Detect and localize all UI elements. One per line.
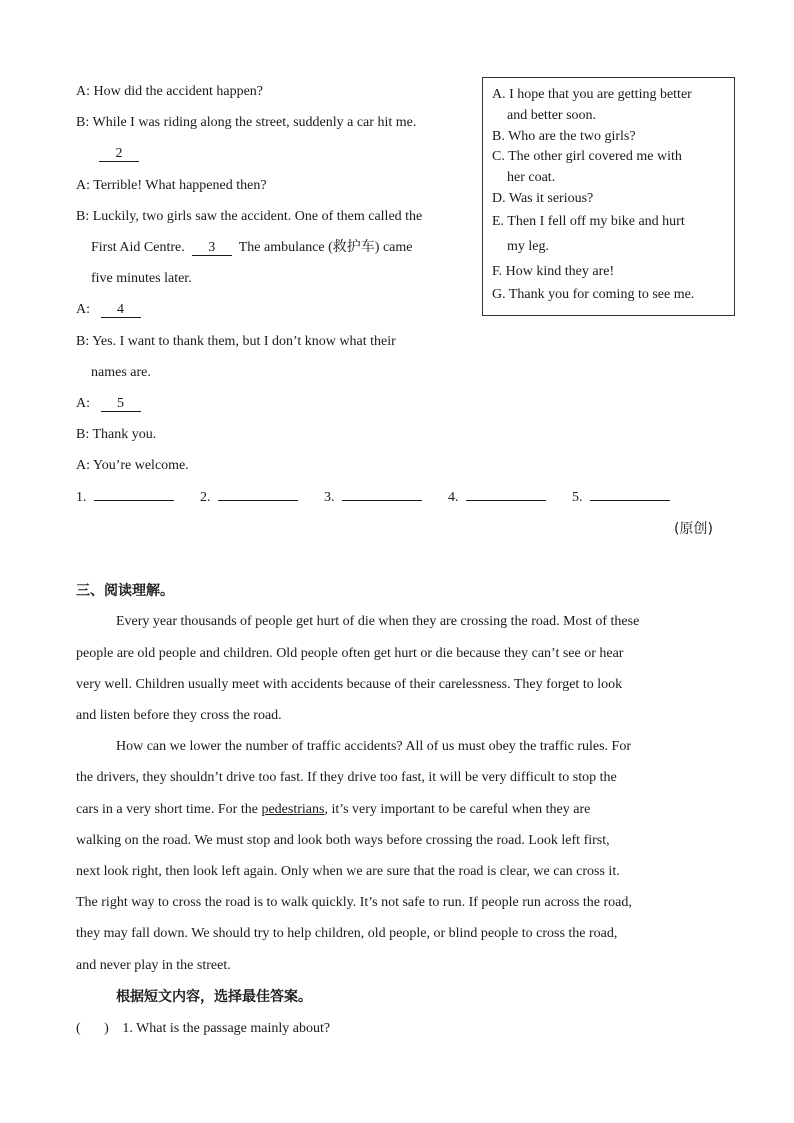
dialogue-line-5: B: Luckily, two girls saw the accident. One of them called the xyxy=(76,209,423,224)
dialogue-line-4: A: Terrible! What happened then? xyxy=(76,178,267,193)
paragraph-1-line-2: people are old people and children. Old people often get hurt or die because they can’t see or hear xyxy=(76,646,624,661)
answer-5-label: 5. xyxy=(572,490,583,505)
dialogue-line-6 xyxy=(91,240,413,256)
dialogue-line-9: B: Yes. I want to thank them, but I don’t know what their xyxy=(76,334,396,349)
paragraph-2-line-1: How can we lower the number of traffic accidents? All of us must obey the traffic rules. For xyxy=(116,739,631,754)
options-box xyxy=(482,77,735,316)
paragraph-2-line-3 xyxy=(76,802,718,818)
instruction: 根据短文内容，选择最佳答案。 xyxy=(116,989,312,1005)
answer-3-blank[interactable] xyxy=(342,500,422,501)
paragraph-2-line-5: next look right, then look left again. Only when we are sure that the road is clear, we can cross it. xyxy=(76,864,620,879)
option-c-line-1: C. The other girl covered me with xyxy=(492,149,682,164)
paragraph-1-line-3: very well. Children usually meet with accidents because of their carelessness. They forget to look xyxy=(76,677,623,692)
answer-4-label: 4. xyxy=(448,490,459,505)
paragraph-2-line-3-end: , it’s very important to be careful when they are xyxy=(324,802,591,817)
paragraph-1-line-4: and listen before they cross the road. xyxy=(76,708,282,723)
paragraph-2-line-3-start: cars in a very short time. For the xyxy=(76,802,258,817)
answer-1-label: 1. xyxy=(76,490,87,505)
option-a-line-1: A. I hope that you are getting better xyxy=(492,87,692,102)
dialogue-line-8 xyxy=(76,302,141,318)
dialogue-line-1: A: How did the accident happen? xyxy=(76,84,263,99)
dialogue-line-12: B: Thank you. xyxy=(76,427,157,442)
paragraph-1-line-1: Every year thousands of people get hurt of die when they are crossing the road. Most of these xyxy=(116,614,640,629)
answer-2 xyxy=(200,490,298,506)
dialogue-line-11 xyxy=(76,396,141,412)
answer-paren[interactable]: ( ) xyxy=(76,1021,119,1036)
option-f: F. How kind they are! xyxy=(492,264,615,279)
answer-3-label: 3. xyxy=(324,490,335,505)
paragraph-2-line-7: they may fall down. We should try to help children, old people, or blind people to cross the road, xyxy=(76,926,618,941)
paragraph-2-line-6: The right way to cross the road is to walk quickly. It’s not safe to run. If people run across the road, xyxy=(76,895,632,910)
option-b: B. Who are the two girls? xyxy=(492,129,636,144)
dialogue-line-6-c: The ambulance (救护车) came xyxy=(238,240,413,255)
answer-2-label: 2. xyxy=(200,490,211,505)
paragraph-2-line-4: walking on the road. We must stop and look both ways before crossing the road. Look left first, xyxy=(76,833,610,848)
option-a-line-2: and better soon. xyxy=(507,108,597,123)
speaker-a: A: xyxy=(76,302,90,317)
blank-5-number: 5 xyxy=(101,397,141,412)
dialogue-line-10: names are. xyxy=(91,365,151,380)
blank-4-number: 4 xyxy=(101,303,141,318)
answer-4 xyxy=(448,490,546,506)
answer-5 xyxy=(572,490,670,506)
dialogue-line-6-a: First Aid Centre. xyxy=(91,240,185,255)
option-g: G. Thank you for coming to see me. xyxy=(492,287,695,302)
dialogue-line-2: B: While I was riding along the street, suddenly a car hit me. xyxy=(76,115,417,130)
answer-5-blank[interactable] xyxy=(590,500,670,501)
speaker-a: A: xyxy=(76,396,90,411)
answer-2-blank[interactable] xyxy=(218,500,298,501)
question-1 xyxy=(76,1021,330,1037)
blank-2-number: 2 xyxy=(99,147,139,162)
option-c-line-2: her coat. xyxy=(507,170,556,185)
blank-2 xyxy=(99,146,139,162)
paragraph-2-line-2: the drivers, they shouldn’t drive too fast. If they drive too fast, it will be very difficult to stop the xyxy=(76,770,617,785)
blank-3-number: 3 xyxy=(192,241,232,256)
answer-1-blank[interactable] xyxy=(94,500,174,501)
source-note: (原创) xyxy=(674,521,713,537)
question-1-text: 1. What is the passage mainly about? xyxy=(122,1021,331,1036)
option-d: D. Was it serious? xyxy=(492,191,594,206)
answer-4-blank[interactable] xyxy=(466,500,546,501)
dialogue-line-13: A: You’re welcome. xyxy=(76,458,189,473)
dialogue-line-7: five minutes later. xyxy=(91,271,192,286)
option-e-line-2: my leg. xyxy=(507,239,549,254)
answer-3 xyxy=(324,490,422,506)
answer-1 xyxy=(76,490,174,506)
option-e-line-1: E. Then I fell off my bike and hurt xyxy=(492,214,685,229)
pedestrians-word: pedestrians xyxy=(261,802,325,817)
section-title: 三、阅读理解。 xyxy=(76,583,174,599)
paragraph-2-line-8: and never play in the street. xyxy=(76,958,231,973)
